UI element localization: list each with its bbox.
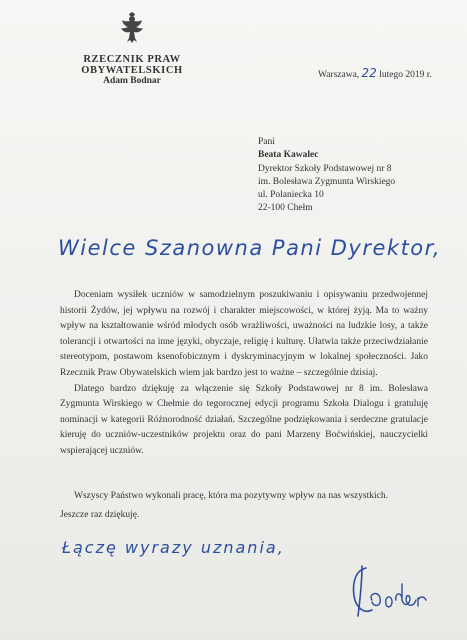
date-day-handwritten: 22 [361,66,377,80]
recipient-line: im. Bolesława Zygmunta Wirskiego [258,176,396,187]
body-paragraph: Dlatego bardzo dziękuję za włączenie się Szkoły Podstawowej nr 8 im. Bolesława Zygmunta Wirskiego w Chełmie do tegorocznej edycji programu Szkoła Dialogu i gratuluję nominacji w kategorii Różnorodność działań. Szczególne podziękowania i serdeczne gratulacje kieruję do uczniów-uczestników projektu oraz do pani Marzeny Boćwińskiej, nauczycielki wspierającej uczniów. [60,383,428,456]
recipient-line: Dyrektor Szkoły Podstawowej nr 8 [258,163,392,174]
letter-body [60,288,428,460]
recipient-line: 22-100 Chełm [258,203,313,214]
handwritten-closing: Łączę wyrazy uznania, [62,538,285,557]
recipient-line: Beata Kawalec [258,150,319,161]
body-paragraph: Doceniam wysiłek uczniów w samodzielnym poszukiwaniu i opisywaniu przedwojennej historii Żydów, jej wpływu na rozwój i charakter miejscowości, w której żyją. Ma to ważny wpływ na kształtowanie wśród młodych osób wrażliwości, uważności na ludzkie losy, a także tolerancji i otwartości na inne języki, obyczaje, religię i kulturę. Ułatwia także przeciwdziałanie stereotypom, postawom ksenofobicznym i dyskryminacyjnym w lokalnej społeczności. Jako Rzecznik Praw Obywatelskich wiem jak bardzo jest to ważne – szczególnie dzisiaj. [60,290,428,378]
author-name: Adam Bodnar [103,76,161,86]
dateline [318,66,432,80]
recipient-line: Pani [258,137,275,147]
handwritten-salutation: Wielce Szanowna Pani Dyrektor, [58,236,442,260]
eagle-emblem-icon [120,12,144,44]
closing-line: Wszyscy Państwo wykonali pracę, która ma pozytywny wpływ na nas wszystkich. [74,491,388,501]
date-place: Warszawa, [318,70,360,80]
date-month-year: lutego 2019 r. [379,70,432,80]
recipient-line: ul. Polaniecka 10 [258,190,324,201]
signature [344,560,444,620]
organization-name: RZECZNIK PRAW OBYWATELSKICH [81,54,183,76]
closing-thanks: Jeszcze raz dziękuję. [60,510,140,520]
recipient-address [258,136,395,216]
